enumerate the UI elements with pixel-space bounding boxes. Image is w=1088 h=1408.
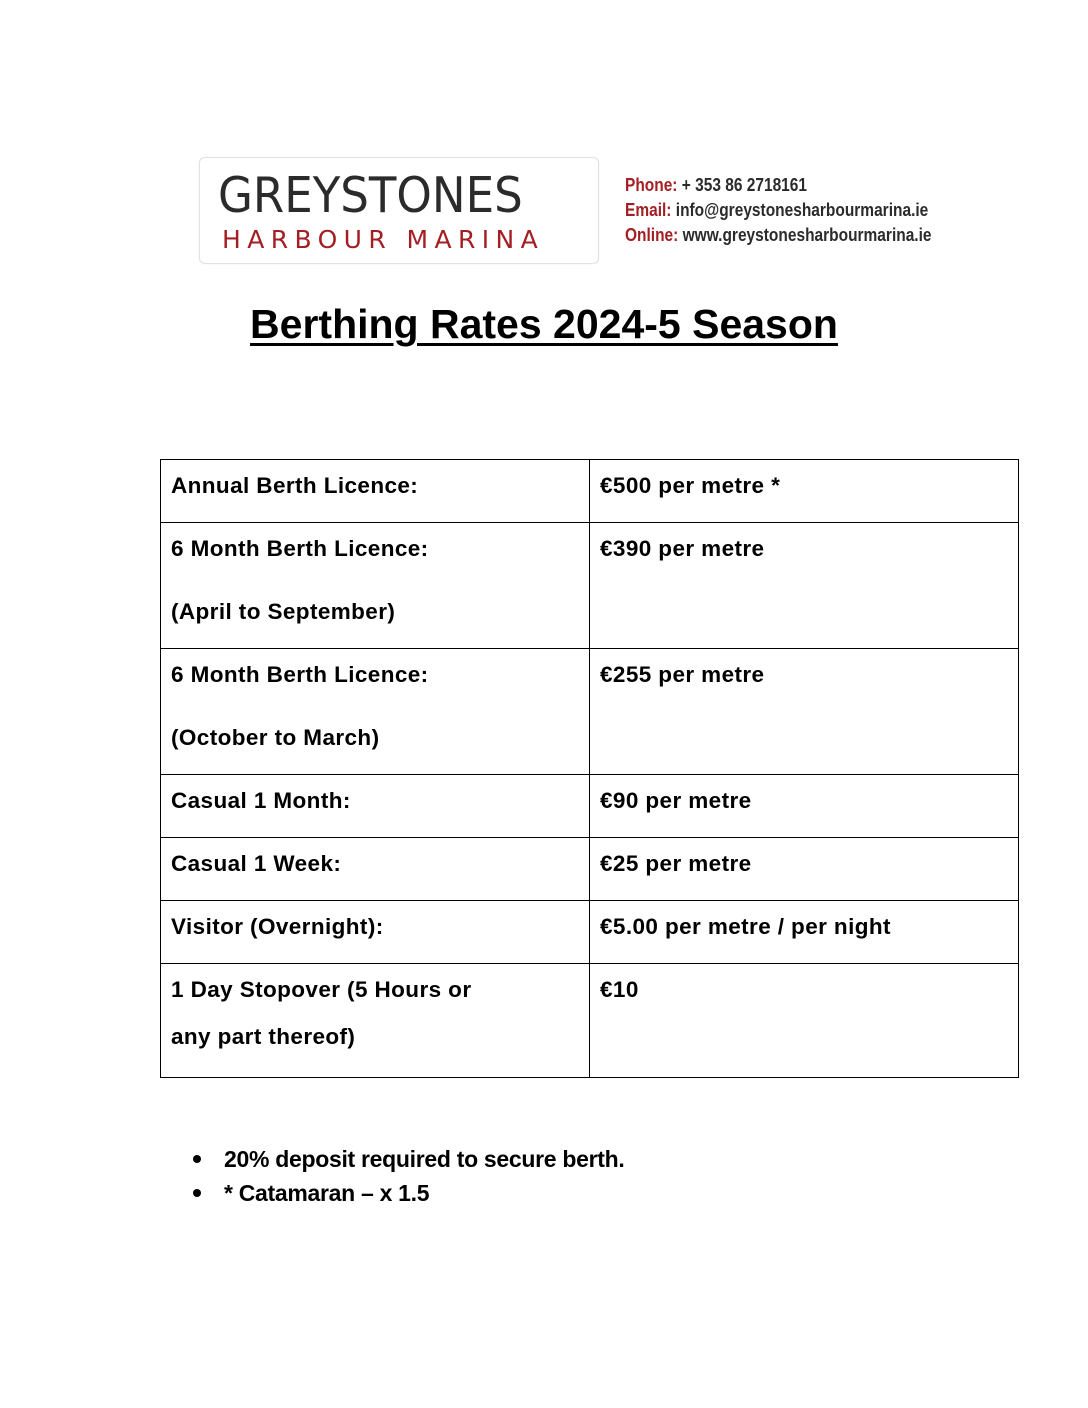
notes-list [187, 1142, 624, 1210]
rate-label: 6 Month Berth Licence: [171, 536, 429, 561]
logo-subtitle: HARBOUR MARINA [222, 225, 545, 254]
page-title: Berthing Rates 2024-5 Season [250, 301, 838, 347]
rate-label-cell [161, 649, 590, 775]
greystones-logo [199, 157, 599, 264]
contact-online-value: www.greystonesharbourmarina.ie [678, 225, 932, 245]
list-item [187, 1176, 624, 1210]
table-row [161, 460, 1019, 523]
contact-email-label: Email: [625, 200, 672, 220]
table-row [161, 775, 1019, 838]
rate-price-cell [590, 649, 1019, 775]
rate-label: 1 Day Stopover (5 Hours or [171, 977, 472, 1002]
logo-wordmark: GREYSTONES [218, 167, 523, 224]
list-item [187, 1142, 624, 1176]
contact-email-value: info@greystonesharbourmarina.ie [671, 200, 929, 220]
rate-label: Annual Berth Licence: [171, 473, 419, 498]
table-row [161, 649, 1019, 775]
rate-price: €255 per metre [600, 662, 765, 687]
rates-table [160, 459, 1019, 1078]
rate-label-continued: any part thereof) [171, 1024, 356, 1049]
bullet-icon [193, 1155, 201, 1163]
table-row [161, 964, 1019, 1078]
rate-label-cell [161, 838, 590, 901]
rate-label-period: (April to September) [171, 599, 396, 624]
note-text: * Catamaran – x 1.5 [224, 1180, 430, 1206]
contact-email [625, 198, 932, 223]
rate-price: €90 per metre [600, 788, 752, 813]
rate-price-cell [590, 964, 1019, 1078]
contact-phone-label: Phone: [625, 175, 678, 195]
rate-label-period: (October to March) [171, 725, 380, 750]
contact-phone-value: + 353 86 2718161 [677, 175, 808, 195]
contact-block [625, 173, 932, 248]
rate-price-cell [590, 523, 1019, 649]
rate-price-cell [590, 775, 1019, 838]
rate-price-cell [590, 838, 1019, 901]
rate-price-cell [590, 901, 1019, 964]
rate-price: €390 per metre [600, 536, 765, 561]
rate-label-cell [161, 775, 590, 838]
rate-label: Visitor (Overnight): [171, 914, 384, 939]
rate-price: €10 [600, 977, 639, 1002]
rate-price: €25 per metre [600, 851, 752, 876]
contact-online-label: Online: [625, 225, 679, 245]
bullet-icon [193, 1189, 201, 1197]
rate-label: Casual 1 Week: [171, 851, 342, 876]
rate-label: Casual 1 Month: [171, 788, 351, 813]
contact-online [625, 223, 932, 248]
note-text: 20% deposit required to secure berth. [224, 1146, 625, 1172]
table-row [161, 901, 1019, 964]
rate-label-cell [161, 964, 590, 1078]
table-row [161, 838, 1019, 901]
rate-label-cell [161, 460, 590, 523]
rate-price-cell [590, 460, 1019, 523]
rate-price: €500 per metre * [600, 473, 781, 498]
rate-label: 6 Month Berth Licence: [171, 662, 429, 687]
rate-price: €5.00 per metre / per night [600, 914, 891, 939]
document-header [199, 157, 959, 267]
contact-phone [625, 173, 932, 198]
table-row [161, 523, 1019, 649]
rate-label-cell [161, 901, 590, 964]
rate-label-cell [161, 523, 590, 649]
